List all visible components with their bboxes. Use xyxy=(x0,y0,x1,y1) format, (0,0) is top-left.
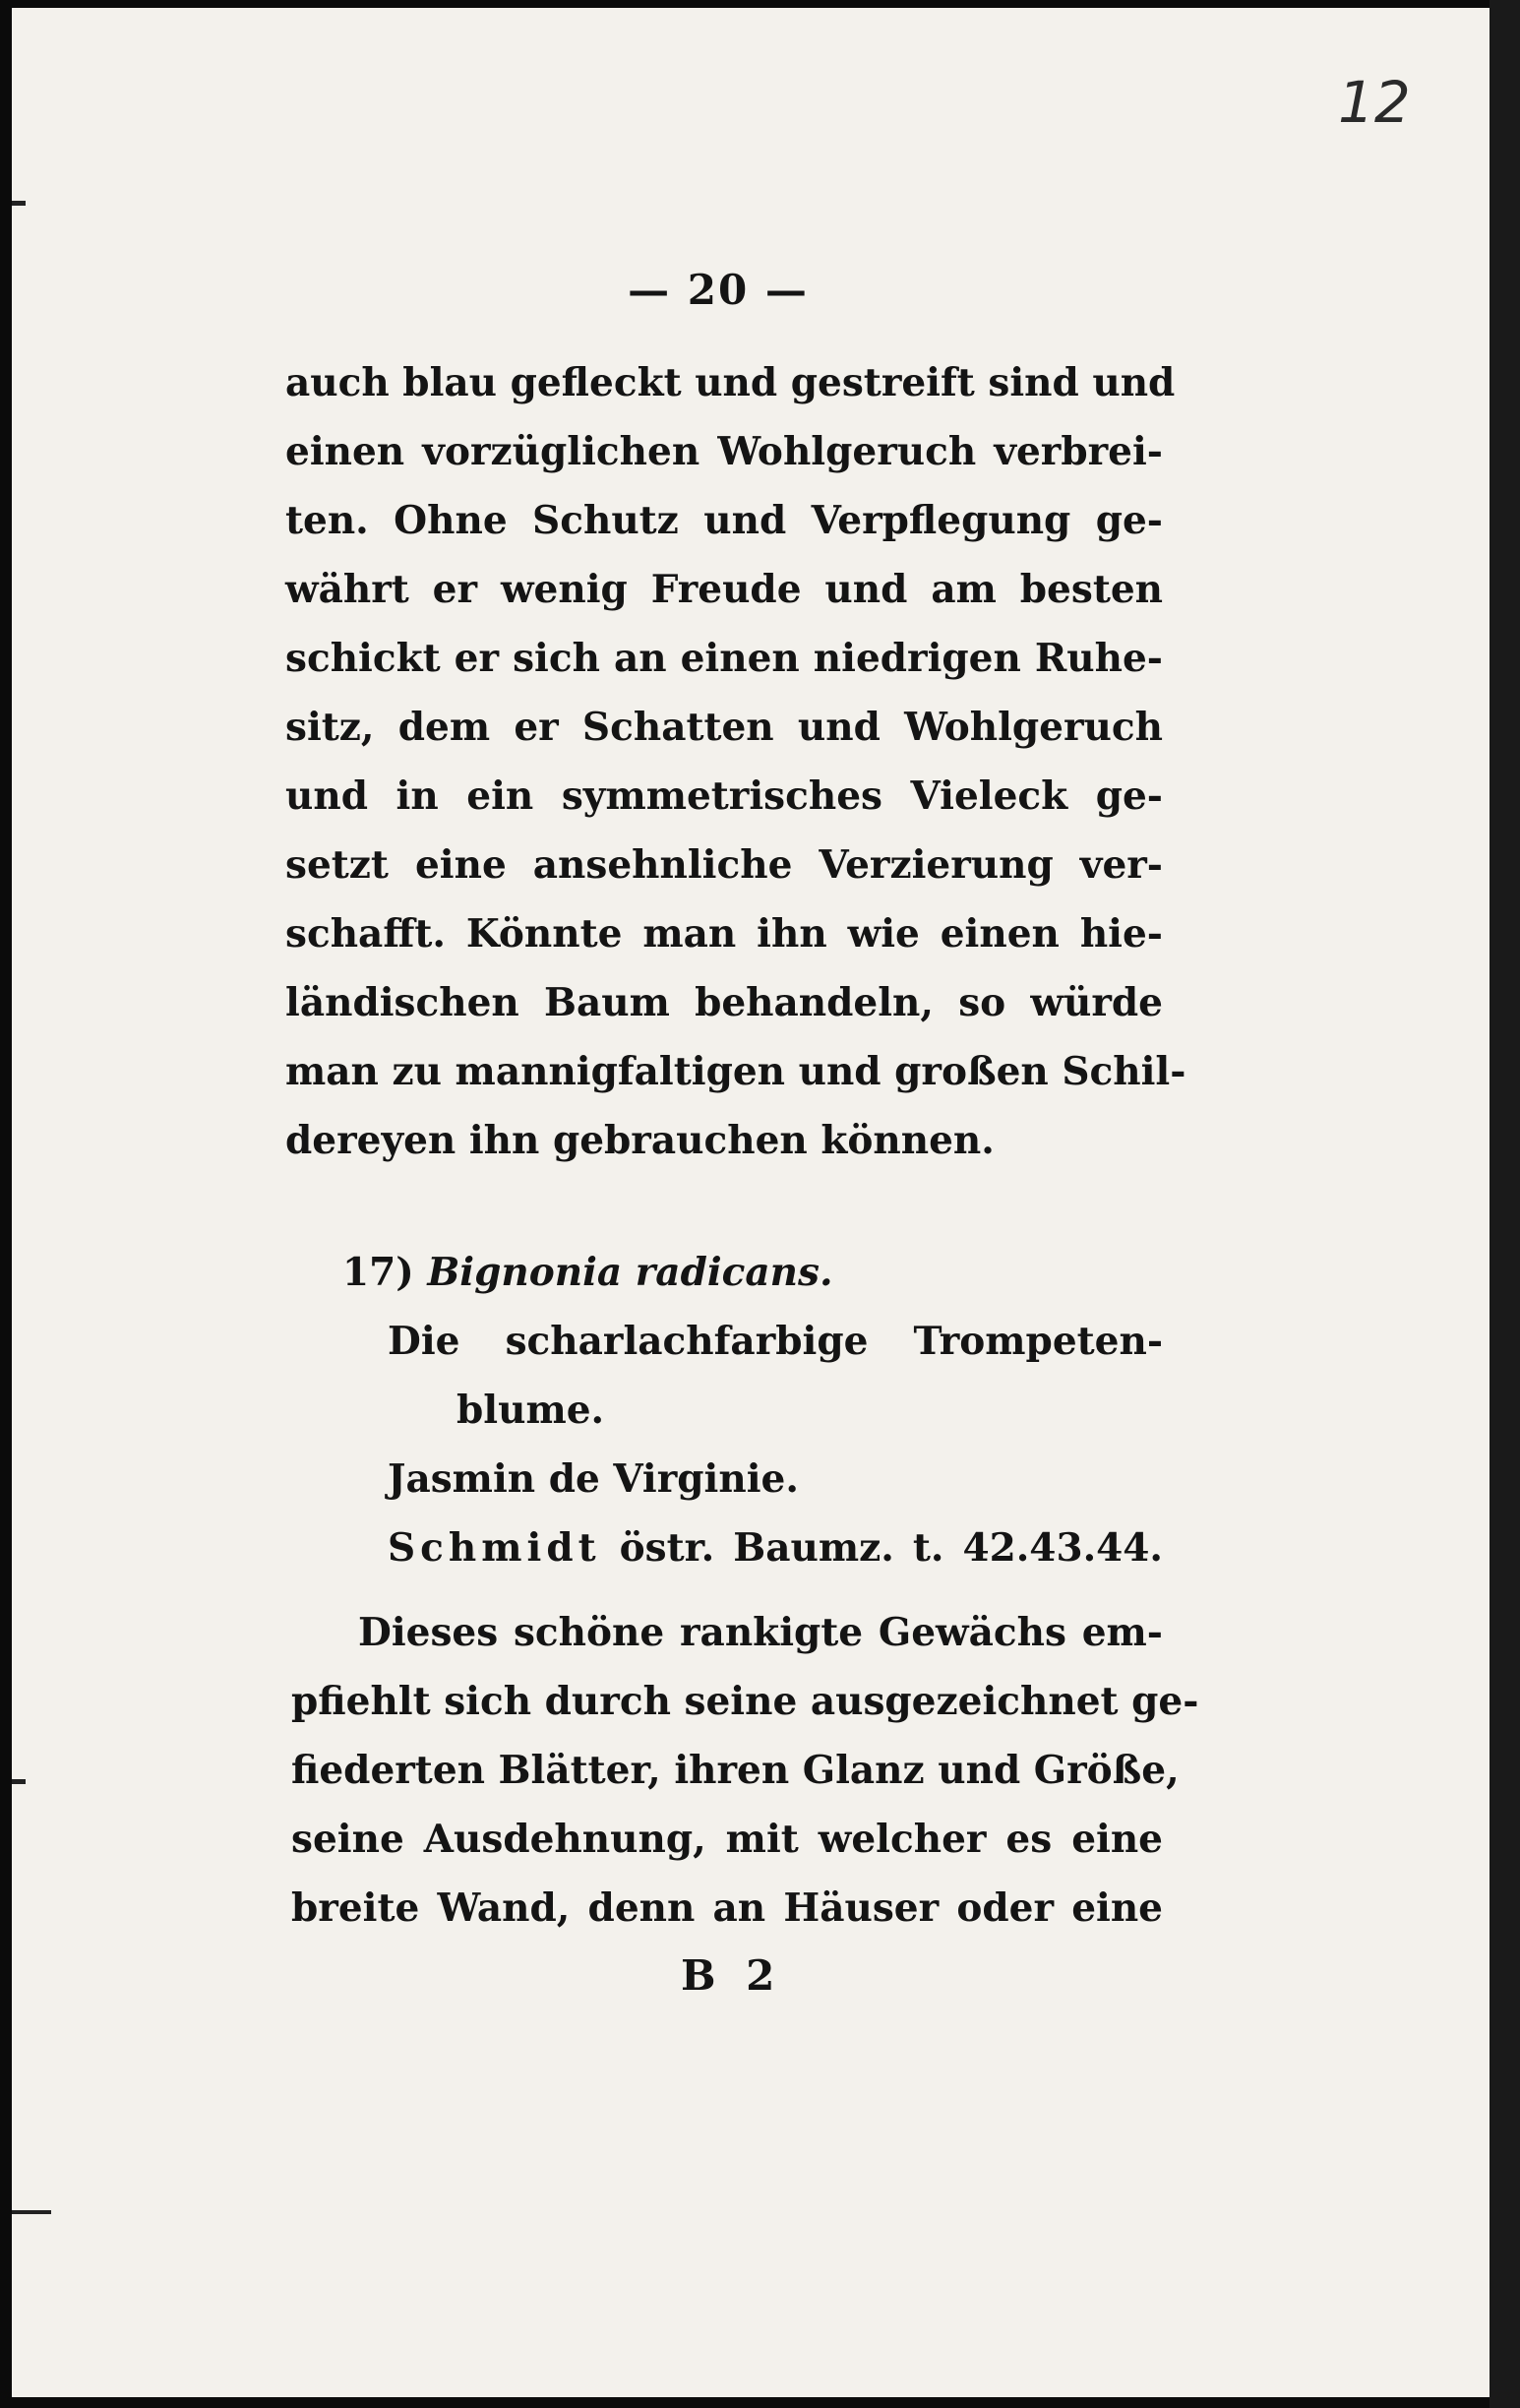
text-line: Dieses schöne rankigte Gewächs em- xyxy=(358,1610,1163,1655)
text-line: setzt eine ansehnliche Verzierung ver- xyxy=(285,842,1163,888)
text-line: ten. Ohne Schutz und Verpflegung ge- xyxy=(285,498,1163,543)
text-line: ländischen Baum behandeln, so würde xyxy=(285,980,1163,1025)
text-line: einen vorzüglichen Wohlgeruch verbrei- xyxy=(285,429,1163,474)
text-line: pfiehlt sich durch seine ausgezeichnet ge- xyxy=(291,1679,1199,1724)
entry-heading xyxy=(342,1244,933,1301)
text-line: sitz, dem er Schatten und Wohlgeruch xyxy=(285,705,1163,750)
text-line: seine Ausdehnung, mit welcher es eine xyxy=(291,1817,1163,1862)
page-annotation: 12 xyxy=(1338,69,1411,136)
reference-author: Schmidt xyxy=(388,1525,601,1571)
reference-detail: östr. Baumz. t. 42.43.44. xyxy=(619,1525,1164,1571)
text-line: breite Wand, denn an Häuser oder eine xyxy=(291,1885,1163,1931)
text-line: auch blau gefleckt und gestreift sind und xyxy=(285,360,1176,405)
text-line: dereyen ihn gebrauchen können. xyxy=(285,1118,995,1163)
text-line: währt er wenig Freude und am besten xyxy=(285,567,1163,612)
entry-reference xyxy=(388,1519,1163,1576)
signature-mark: B 2 xyxy=(681,1951,783,2000)
entry-latin-name: Bignonia radicans. xyxy=(427,1250,833,1295)
entry-number: 17) xyxy=(342,1250,414,1295)
page-header: — 20 — xyxy=(628,266,809,314)
binding-mark xyxy=(12,201,26,206)
text-line: und in ein symmetrisches Vieleck ge- xyxy=(285,773,1163,819)
page-edge-shadow xyxy=(1490,0,1520,2408)
entry-german-name-cont: blume. xyxy=(456,1388,605,1433)
book-page xyxy=(12,8,1490,2397)
entry-german-name: Die scharlachfarbige Trompeten- xyxy=(388,1319,1163,1364)
binding-mark xyxy=(12,2210,51,2214)
text-line: schafft. Könnte man ihn wie einen hie- xyxy=(285,911,1163,957)
binding-mark xyxy=(12,1779,26,1784)
text-line: schickt er sich an einen niedrigen Ruhe- xyxy=(285,636,1163,681)
text-line: man zu mannigfaltigen und großen Schil- xyxy=(285,1049,1186,1094)
entry-french-name: Jasmin de Virginie. xyxy=(388,1456,799,1502)
text-line: fiederten Blätter, ihren Glanz und Größe, xyxy=(291,1748,1180,1793)
